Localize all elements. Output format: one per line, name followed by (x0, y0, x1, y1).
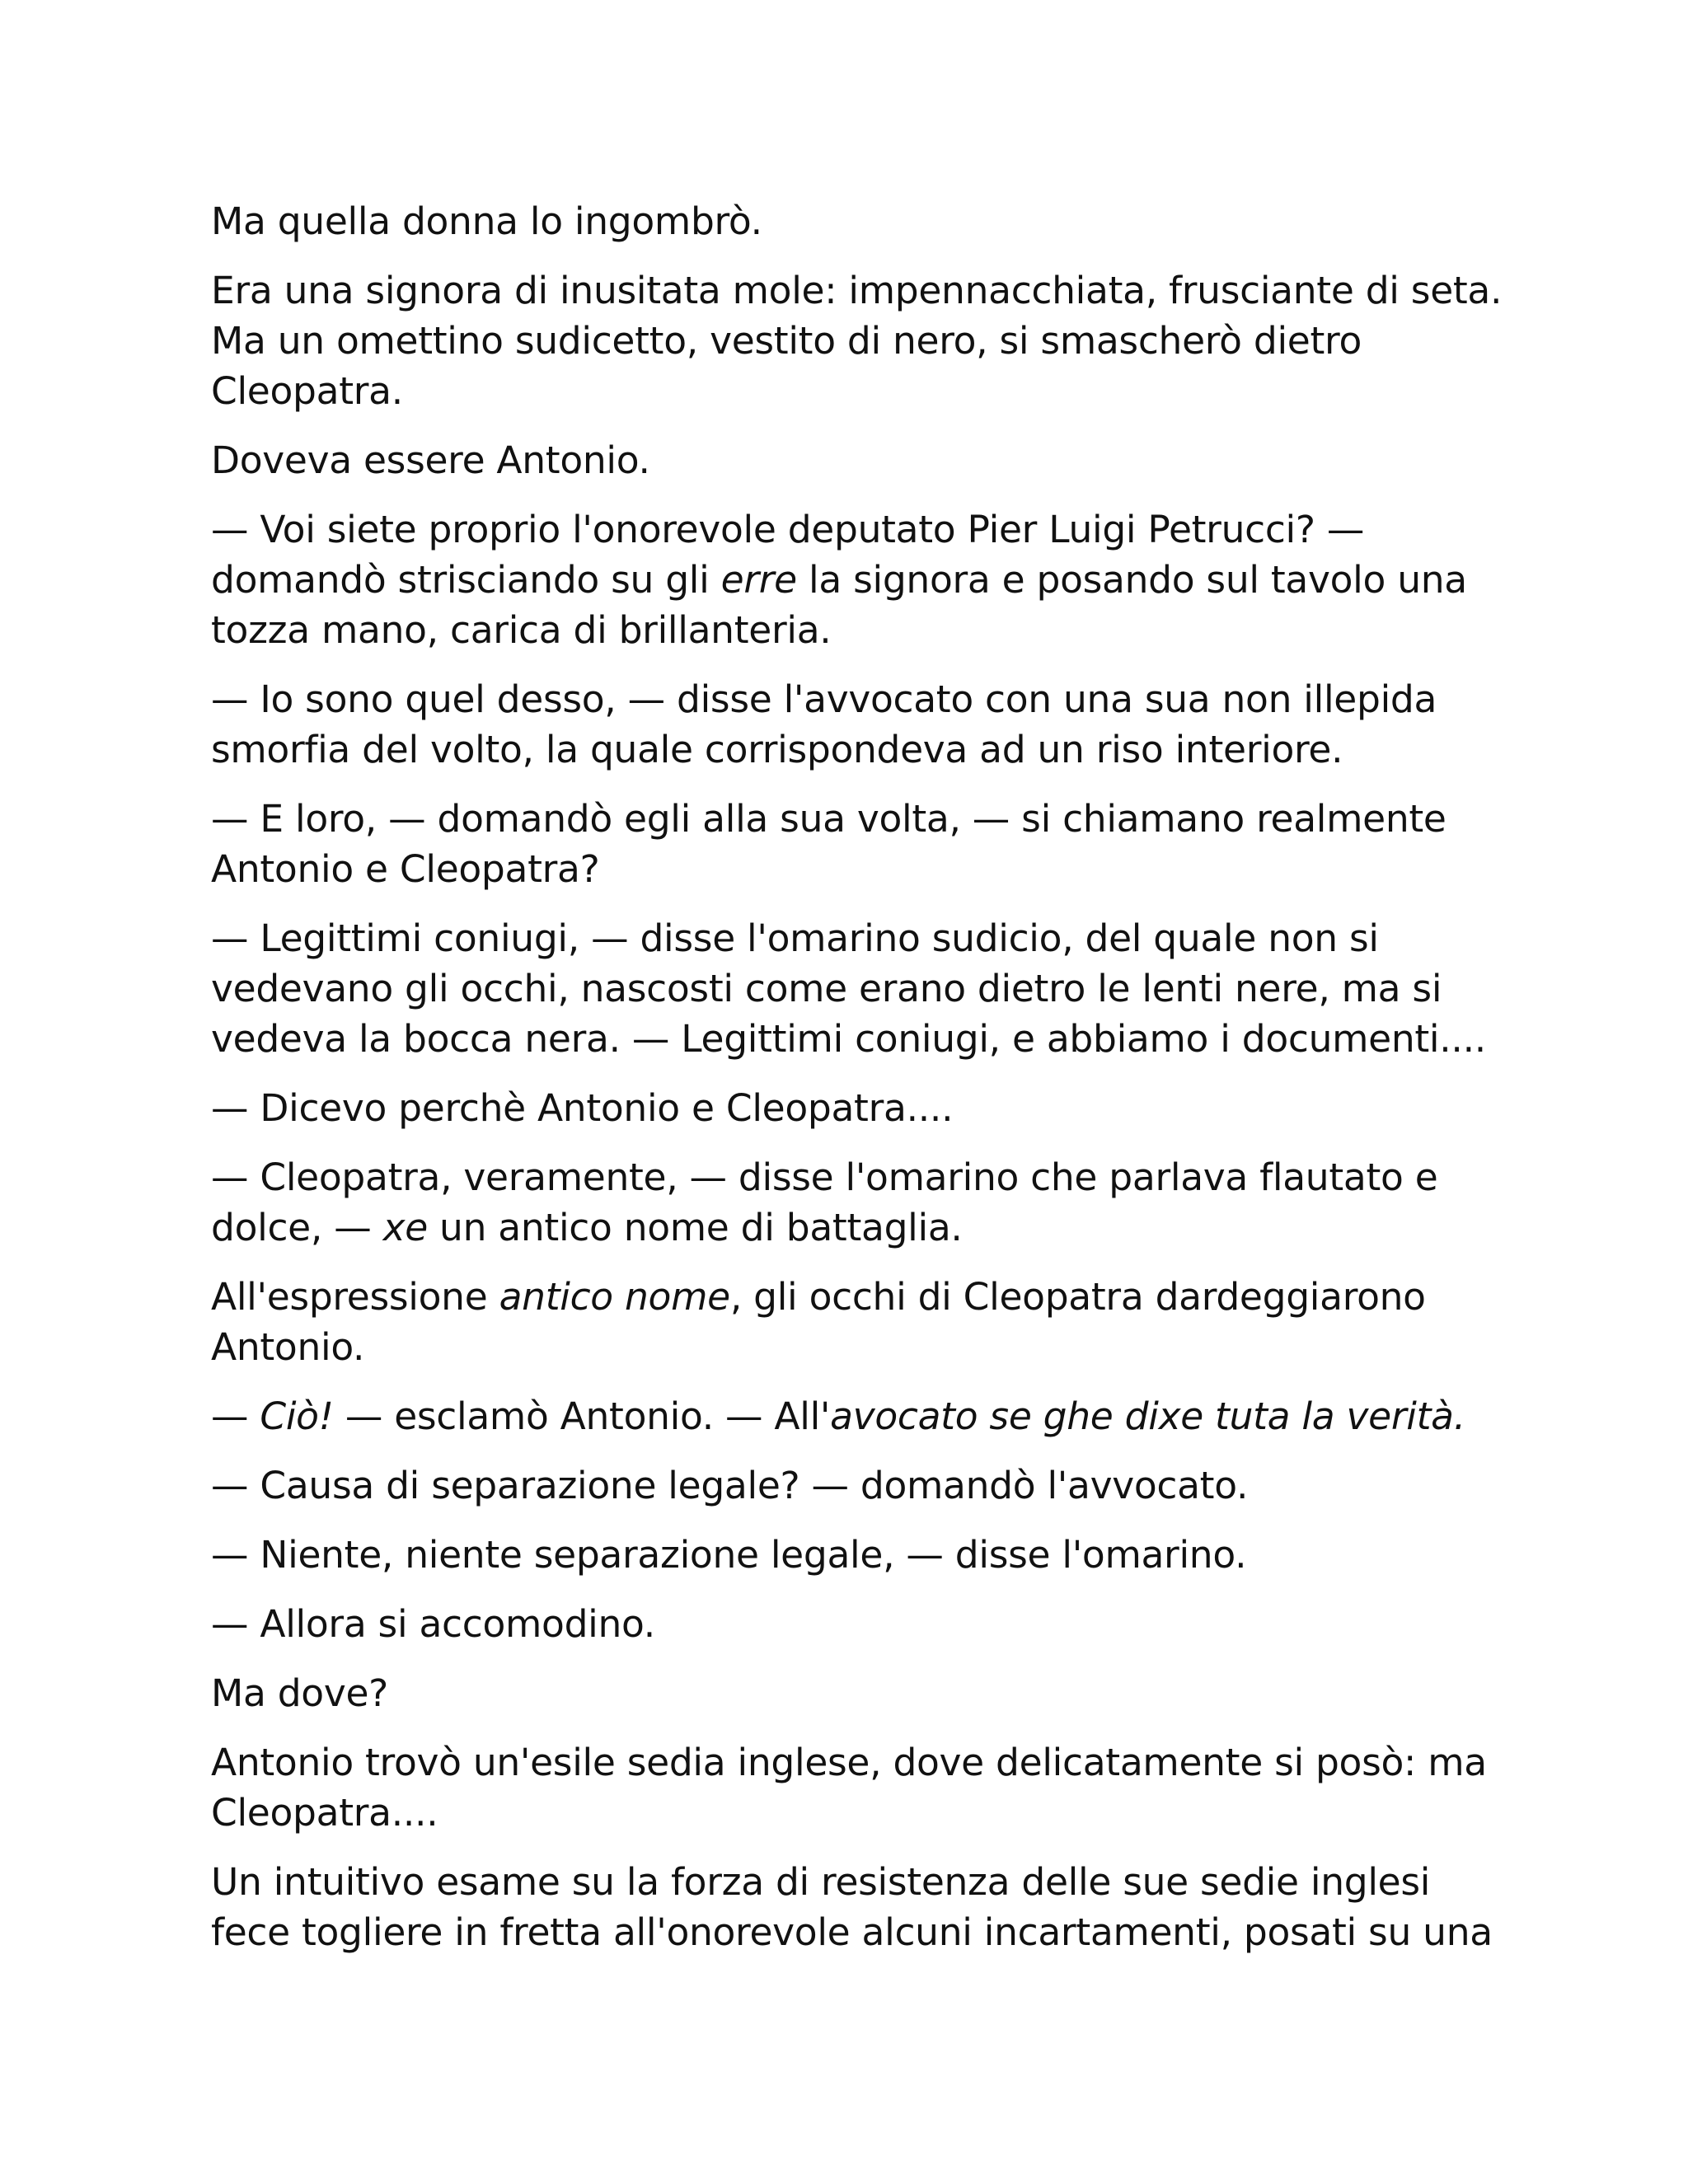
text-line (211, 265, 1503, 316)
text-run: All'espressione (211, 1275, 499, 1319)
text-line (211, 1322, 1497, 1372)
text-run: vedevano gli occhi, nascosti come erano dietro le lenti nere, ma si (211, 967, 1442, 1010)
text-run: Ma dove? (211, 1671, 388, 1715)
text-line (211, 1152, 1497, 1202)
text-line (211, 1668, 1497, 1718)
italic-text: xe (382, 1206, 428, 1249)
text-line (211, 1599, 1497, 1649)
text-run: — E loro, — domandò egli alla sua volta, — si chiamano realmente (211, 797, 1447, 841)
italic-text: Ciò! (260, 1394, 334, 1438)
text-run: domandò strisciando su gli (211, 558, 721, 602)
text-run: Cleopatra.... (211, 1791, 438, 1835)
text-run: Cleopatra. (211, 369, 403, 413)
text-line (211, 724, 1497, 775)
text-run: — Causa di separazione legale? — domandò l'avvocato. (211, 1464, 1249, 1507)
paragraph (211, 1391, 1497, 1441)
text-run: Ma un omettino sudicetto, vestito di nero, si smascherò dietro (211, 319, 1362, 363)
italic-text: avocato se ghe dixe tuta la verità. (830, 1394, 1465, 1438)
paragraph (211, 1152, 1497, 1253)
text-line (211, 1737, 1497, 1788)
paragraph (211, 794, 1497, 894)
italic-text: antico nome (499, 1275, 730, 1319)
text-line (211, 913, 1497, 963)
text-line (211, 1857, 1497, 1907)
text-line (211, 1391, 1497, 1441)
paragraph (211, 1737, 1497, 1838)
paragraph (211, 913, 1497, 1064)
text-run: — Dicevo perchè Antonio e Cleopatra.... (211, 1086, 954, 1130)
text-run: Antonio e Cleopatra? (211, 847, 600, 891)
text-run: — (211, 1394, 260, 1438)
text-run: — esclamò Antonio. — All' (333, 1394, 831, 1438)
text-line (211, 435, 1497, 485)
text-run: Un intuitivo esame su la forza di resistenza delle sue sedie inglesi (211, 1860, 1431, 1904)
text-run: , gli occhi di Cleopatra dardeggiarono (729, 1275, 1426, 1319)
paragraph (211, 1083, 1497, 1133)
text-run: dolce, — (211, 1206, 383, 1249)
paragraph (211, 1668, 1497, 1718)
text-line (211, 1272, 1497, 1322)
text-run: Ma quella donna lo ingombrò. (211, 199, 762, 243)
paragraph (211, 504, 1497, 655)
text-line (211, 1202, 1497, 1253)
text-run: — Allora si accomodino. (211, 1602, 655, 1646)
text-line (211, 963, 1497, 1014)
text-run: un antico nome di battaglia. (427, 1206, 963, 1249)
paragraph (211, 1460, 1497, 1511)
text-run: vedeva la bocca nera. — Legittimi coniugi, e abbiamo i documenti.... (211, 1017, 1486, 1061)
paragraph (211, 1272, 1497, 1372)
text-line (211, 794, 1497, 844)
text-run: — Io sono quel desso, — disse l'avvocato con una sua non illepida (211, 677, 1437, 721)
text-line (211, 196, 1497, 246)
text-run: Doveva essere Antonio. (211, 438, 650, 482)
text-line (211, 1530, 1497, 1580)
text-run: — Cleopatra, veramente, — disse l'omarino che parlava flautato e (211, 1155, 1438, 1199)
paragraph (211, 1530, 1497, 1580)
paragraph (211, 674, 1497, 775)
text-line (211, 316, 1497, 366)
paragraph (211, 435, 1497, 485)
text-line (211, 674, 1497, 724)
text-line (211, 1083, 1497, 1133)
text-line (211, 1907, 1497, 1957)
paragraph (211, 265, 1503, 416)
text-line (211, 504, 1497, 555)
text-line (211, 1014, 1497, 1064)
text-line (211, 1788, 1497, 1838)
text-run: Antonio trovò un'esile sedia inglese, dove delicatamente si posò: ma (211, 1741, 1487, 1784)
paragraph (211, 1599, 1497, 1649)
paragraph (211, 196, 1497, 246)
text-line (211, 605, 1497, 655)
text-run: fece togliere in fretta all'onorevole alcuni incartamenti, posati su una (211, 1910, 1493, 1954)
text-run: smorfia del volto, la quale corrispondeva ad un riso interiore. (211, 728, 1343, 771)
italic-text: erre (720, 558, 797, 602)
text-run: la signora e posando sul tavolo una (796, 558, 1467, 602)
text-run: Antonio. (211, 1325, 365, 1369)
page-body (211, 196, 1503, 1976)
text-run: Era una signora di inusitata mole: impennacchiata, frusciante di seta. (211, 269, 1503, 312)
text-run: — Voi siete proprio l'onorevole deputato Pier Luigi Petrucci? — (211, 508, 1365, 551)
text-line (211, 844, 1497, 894)
text-run: — Niente, niente separazione legale, — disse l'omarino. (211, 1533, 1247, 1577)
text-line (211, 366, 1497, 416)
paragraph (211, 1857, 1497, 1957)
text-run: tozza mano, carica di brillanteria. (211, 608, 832, 652)
text-line (211, 1460, 1497, 1511)
text-run: — Legittimi coniugi, — disse l'omarino sudicio, del quale non si (211, 916, 1379, 960)
text-line (211, 555, 1497, 605)
